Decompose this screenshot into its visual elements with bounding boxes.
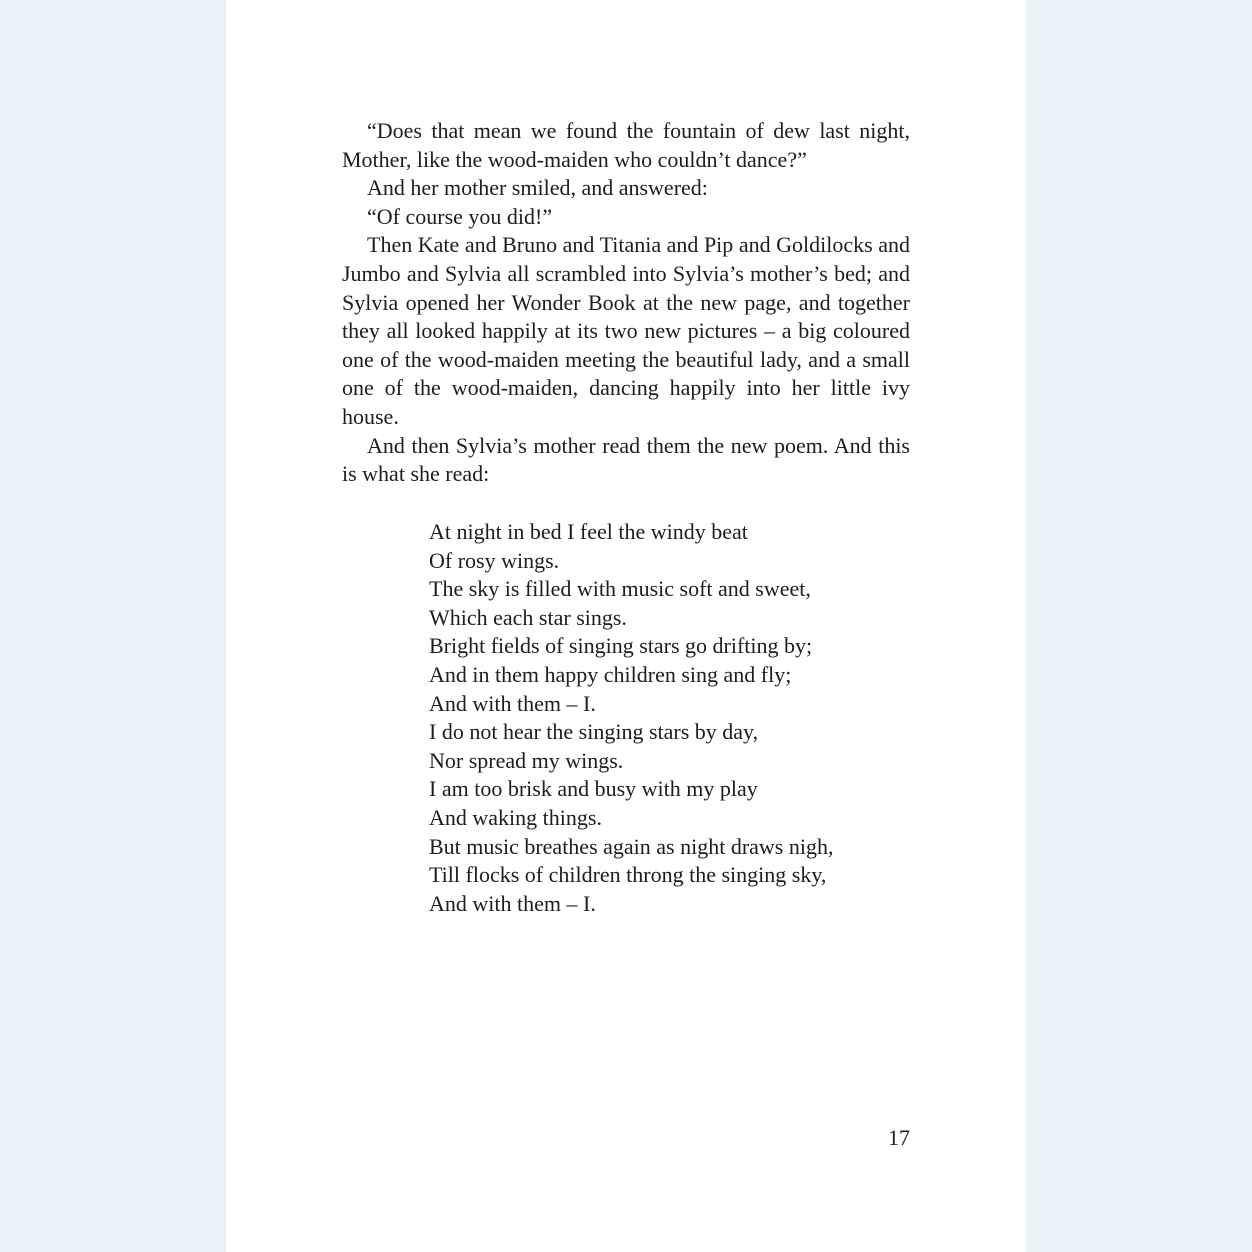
paragraph: “Does that mean we found the fountain of dew last night, Mother, like the wood-maiden who couldn’t dance?” — [342, 118, 910, 172]
paragraph: And her mother smiled, and answered: — [367, 175, 708, 201]
page-number: 17 — [888, 1125, 910, 1150]
prose-text — [342, 117, 910, 489]
poem-line: Nor spread my wings. — [429, 747, 624, 773]
paragraph: “Of course you did!” — [367, 203, 553, 229]
poem-line: Of rosy wings. — [429, 547, 560, 573]
poem-line: I am too brisk and busy with my play — [429, 776, 758, 802]
poem-line: And waking things. — [429, 804, 602, 830]
poem-line: The sky is filled with music soft and sweet, — [429, 576, 811, 602]
poem-line: And in them happy children sing and fly; — [429, 661, 792, 687]
poem-line: I do not hear the singing stars by day, — [429, 719, 759, 745]
poem — [429, 518, 833, 918]
poem-line: Till flocks of children throng the singing sky, — [429, 862, 827, 888]
poem-line: At night in bed I feel the windy beat — [429, 519, 748, 544]
book-page — [226, 0, 1026, 1252]
poem-line: Which each star sings. — [429, 604, 627, 630]
poem-line: And with them – I. — [429, 890, 596, 916]
poem-line: But music breathes again as night draws nigh, — [429, 833, 834, 859]
poem-line: Bright fields of singing stars go drifting by; — [429, 633, 813, 659]
paragraph: Then Kate and Bruno and Titania and Pip and Goldilocks and Jumbo and Sylvia all scrambled into Sylvia’s mother’s bed; and Sylvia opened her Wonder Book at the new page, and together they all looked happily at its two new pictures – a big coloured one of the wood-maiden meeting the beautiful lady, and a small one of the wood-maiden, dancing happily into her little ivy house. — [342, 232, 910, 429]
paragraph: And then Sylvia’s mother read them the new poem. And this is what she read: — [342, 432, 910, 487]
poem-line: And with them – I. — [429, 690, 596, 716]
